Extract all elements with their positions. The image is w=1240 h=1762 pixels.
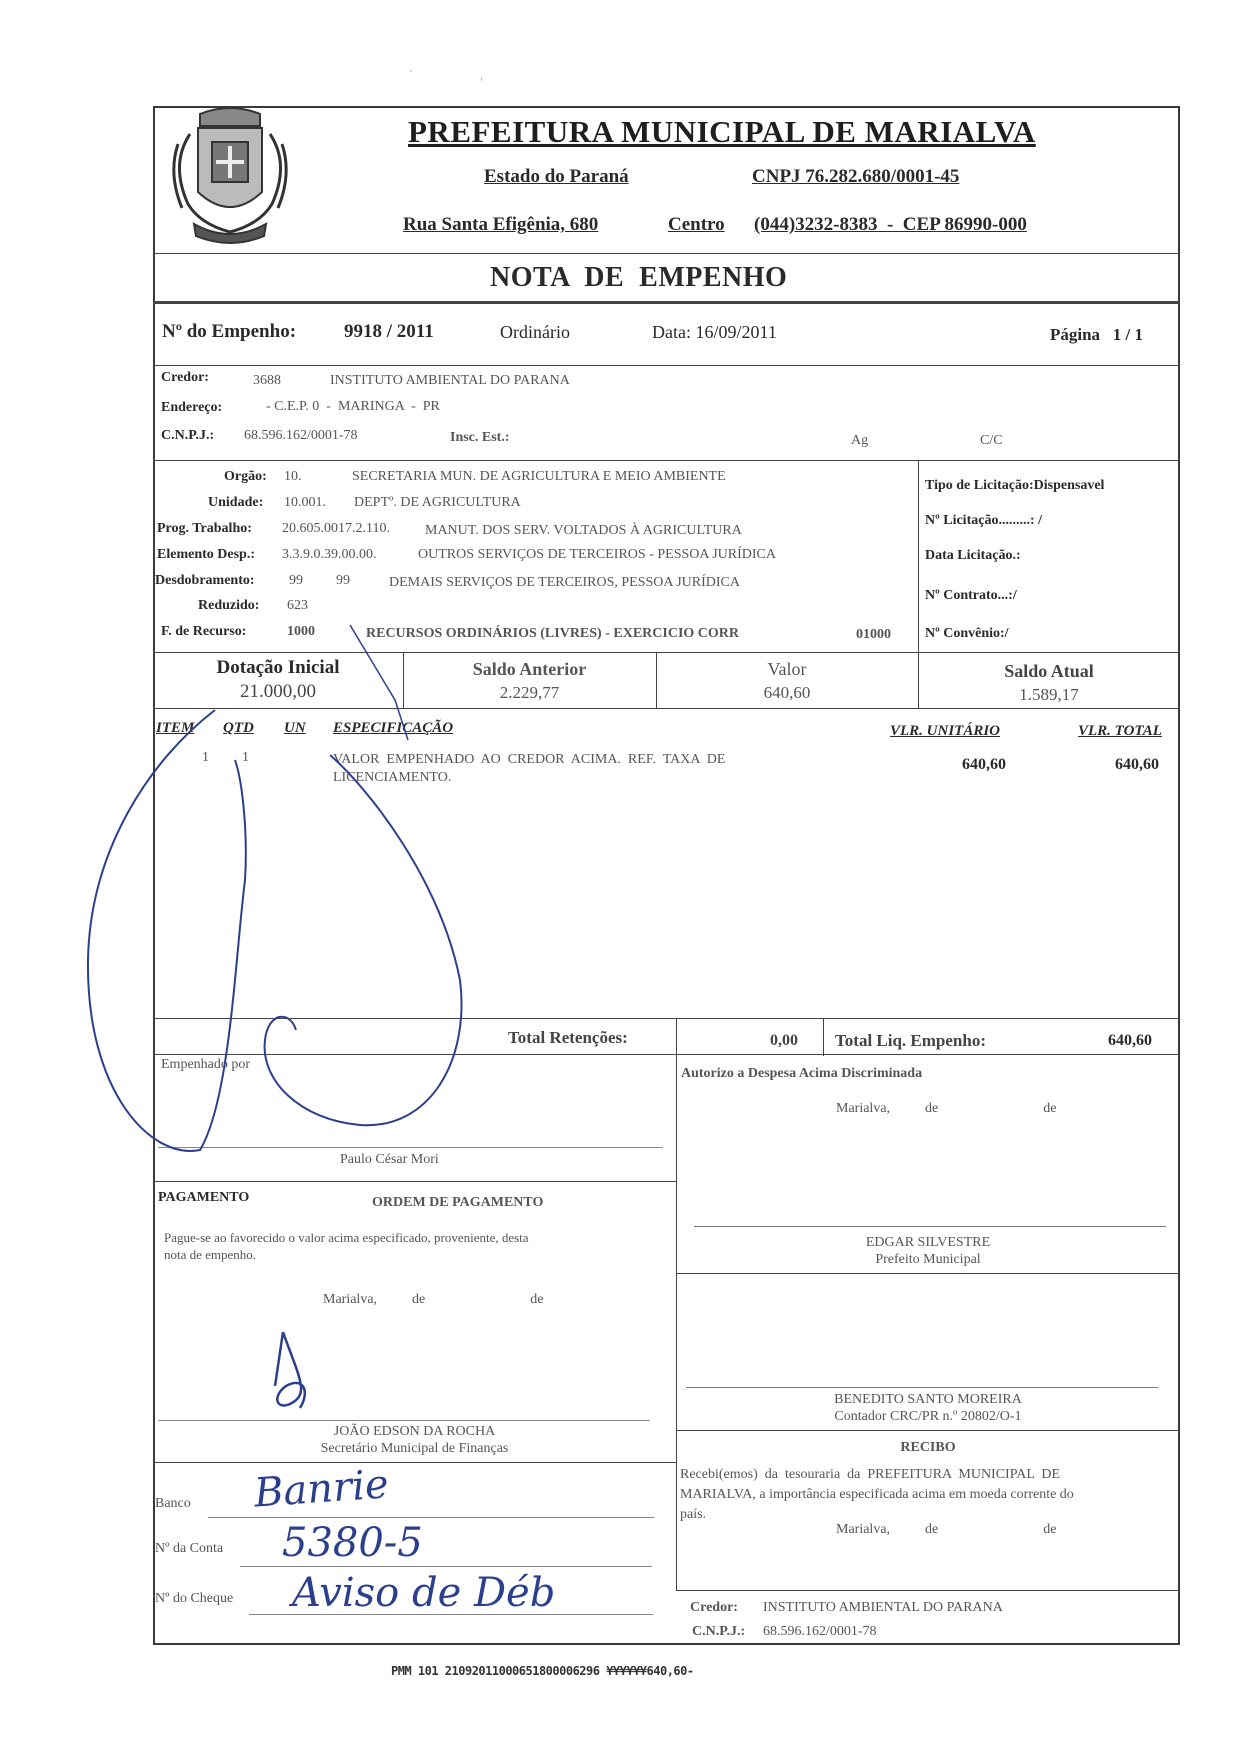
signature-line xyxy=(686,1387,1158,1388)
recibo-credor-label: Credor: xyxy=(690,1600,738,1615)
balance-value-saldo-anterior: 2.229,77 xyxy=(499,683,560,702)
prog-code: 20.605.0017.2.110. xyxy=(282,521,390,536)
credor-label: Credor: xyxy=(161,370,209,385)
item-qtd: 1 xyxy=(242,750,249,765)
unidade-label: Unidade: xyxy=(208,495,264,510)
document-title: NOTA DE EMPENHO xyxy=(490,262,788,293)
divider xyxy=(153,1054,1180,1055)
unidade-code: 10.001. xyxy=(284,495,326,510)
pagamento-text-line1: Pague-se ao favorecido o valor acima especificado, proveniente, desta xyxy=(164,1230,529,1245)
recibo-credor-name: INSTITUTO AMBIENTAL DO PARANA xyxy=(763,1600,1003,1615)
credor-code: 3688 xyxy=(253,373,281,388)
desdobramento-name: DEMAIS SERVIÇOS DE TERCEIROS, PESSOA JURÍDICA xyxy=(389,575,741,590)
recibo-text-line2: MARIALVA, a importância especificada acima em moeda corrente do xyxy=(680,1487,1074,1502)
licitacao-data: Data Licitação.: xyxy=(925,548,1021,563)
col-vlr-unitario: VLR. UNITÁRIO xyxy=(890,723,1001,739)
recurso-suffix: 01000 xyxy=(856,627,891,642)
handwritten-conta: 5380-5 xyxy=(282,1520,423,1566)
pagamento-place-date: Marialva, de de xyxy=(323,1292,544,1307)
desdobramento-code-a: 99 xyxy=(289,573,303,588)
elemento-name: OUTROS SERVIÇOS DE TERCEIROS - PESSOA JURÍDICA xyxy=(418,547,777,562)
secretary-name: JOÃO EDSON DA ROCHA xyxy=(333,1424,496,1439)
cheque-label: Nº do Cheque xyxy=(155,1591,234,1606)
mayor-role: Prefeito Municipal xyxy=(875,1252,981,1267)
balance-label-saldo-atual: Saldo Atual xyxy=(1004,661,1094,681)
prefeitura-cnpj: CNPJ 76.282.680/0001-45 xyxy=(752,166,960,187)
footer-print-code: PMM 101 21092011000651800006296 ¥¥¥¥¥¥640,60- xyxy=(391,1664,694,1678)
prefeitura-title: PREFEITURA MUNICIPAL DE MARIALVA xyxy=(408,114,1036,149)
ordem-pagamento-title: ORDEM DE PAGAMENTO xyxy=(372,1195,544,1210)
desdobramento-code-b: 99 xyxy=(336,573,350,588)
divider xyxy=(153,708,1180,709)
divider xyxy=(676,1273,1180,1274)
elemento-code: 3.3.9.0.39.00.00. xyxy=(282,547,377,562)
divider xyxy=(153,1181,676,1182)
divider xyxy=(676,1430,1180,1431)
coat-of-arms-logo xyxy=(160,104,300,250)
balance-label-saldo-anterior: Saldo Anterior xyxy=(472,659,587,679)
credor-cnpj: 68.596.162/0001-78 xyxy=(244,428,358,443)
handwritten-cheque: Aviso de Déb xyxy=(292,1570,556,1616)
empenho-number: 9918 / 2011 xyxy=(344,321,434,342)
licitacao-tipo: Tipo de Licitação:Dispensavel xyxy=(925,478,1105,493)
balance-label-dotacao: Dotação Inicial xyxy=(216,657,340,678)
field-line xyxy=(208,1517,654,1518)
col-item: ITEM xyxy=(156,720,195,736)
orgao-name: SECRETARIA MUN. DE AGRICULTURA E MEIO AMBIENTE xyxy=(352,469,726,484)
cc-label: C/C xyxy=(980,433,1003,448)
retencoes-label: Total Retenções: xyxy=(508,1028,628,1047)
scan-speck: ' xyxy=(410,68,412,80)
empenho-date: Data: 16/09/2011 xyxy=(652,322,777,342)
liquido-value: 640,60 xyxy=(1108,1032,1152,1049)
balance-value-saldo-atual: 1.589,17 xyxy=(1019,685,1079,704)
item-total-value: 640,60 xyxy=(1115,756,1159,773)
elemento-label: Elemento Desp.: xyxy=(157,547,255,562)
district: Centro xyxy=(668,214,725,235)
divider xyxy=(153,365,1180,366)
item-number: 1 xyxy=(202,750,209,765)
banco-label: Banco xyxy=(155,1496,191,1511)
unidade-name: DEPTº. DE AGRICULTURA xyxy=(354,495,521,510)
address-label: Endereço: xyxy=(161,400,223,415)
recibo-cnpj-label: C.N.P.J.: xyxy=(692,1624,746,1639)
empenho-type: Ordinário xyxy=(500,322,570,342)
reduzido-value: 623 xyxy=(287,598,308,613)
col-especificacao: ESPECIFICAÇÃO xyxy=(333,720,454,736)
divider xyxy=(676,1018,677,1590)
page-number: Página 1 / 1 xyxy=(1050,325,1144,344)
scan-speck: , xyxy=(480,70,483,82)
state-name: Estado do Paraná xyxy=(484,166,629,187)
credor-name: INSTITUTO AMBIENTAL DO PARANA xyxy=(330,373,570,388)
divider xyxy=(153,1018,1180,1019)
empenhado-name: Paulo César Mori xyxy=(340,1152,439,1167)
licitacao-convenio: Nº Convênio:/ xyxy=(925,626,1009,641)
recibo-cnpj-value: 68.596.162/0001-78 xyxy=(763,1624,877,1639)
accountant-name: BENEDITO SANTO MOREIRA xyxy=(834,1392,1022,1407)
recurso-label: F. de Recurso: xyxy=(161,624,247,639)
prog-label: Prog. Trabalho: xyxy=(157,521,252,536)
signature-line xyxy=(158,1147,663,1148)
empenhado-label: Empenhado por xyxy=(161,1057,251,1072)
signature-line xyxy=(158,1420,650,1421)
balance-value-valor: 640,60 xyxy=(763,683,811,702)
recurso-code: 1000 xyxy=(287,624,315,639)
item-spec-line2: LICENCIAMENTO. xyxy=(333,770,452,785)
recibo-text-line3: país. xyxy=(680,1507,707,1522)
credor-address: - C.E.P. 0 - MARINGA - PR xyxy=(266,399,440,414)
accountant-role: Contador CRC/PR n.º 20802/O-1 xyxy=(834,1409,1022,1424)
divider xyxy=(676,1590,1180,1591)
mayor-name: EDGAR SILVESTRE xyxy=(865,1235,991,1250)
empenho-number-label: Nº do Empenho: xyxy=(162,321,297,342)
prog-name: MANUT. DOS SERV. VOLTADOS À AGRICULTURA xyxy=(425,523,742,538)
desdobramento-label: Desdobramento: xyxy=(155,573,255,588)
phone-cep: (044)3232-8383 - CEP 86990-000 xyxy=(754,214,1027,235)
divider xyxy=(918,460,919,652)
recibo-text-line1: Recebi(emos) da tesouraria da PREFEITURA MUNICIPAL DE xyxy=(680,1467,1061,1482)
cnpj-label: C.N.P.J.: xyxy=(161,428,215,443)
orgao-code: 10. xyxy=(284,469,302,484)
reduzido-label: Reduzido: xyxy=(198,598,260,613)
autorizo-place-date: Marialva, de de xyxy=(836,1101,1057,1116)
pagamento-text-line2: nota de empenho. xyxy=(164,1247,257,1262)
recibo-title: RECIBO xyxy=(900,1440,956,1455)
handwritten-banco: Banrie xyxy=(252,1461,391,1517)
divider xyxy=(153,652,1180,653)
item-spec-line1: VALOR EMPENHADO AO CREDOR ACIMA. REF. TAXA DE xyxy=(333,752,726,767)
secretary-role: Secretário Municipal de Finanças xyxy=(320,1441,509,1456)
licitacao-numero: Nº Licitação.........: / xyxy=(925,513,1042,528)
col-qtd: QTD xyxy=(223,720,254,736)
signature-line xyxy=(694,1226,1166,1227)
recibo-place-date: Marialva, de de xyxy=(836,1522,1057,1537)
item-unit-value: 640,60 xyxy=(962,756,1006,773)
field-line xyxy=(240,1566,652,1567)
retencoes-value: 0,00 xyxy=(770,1032,798,1049)
insc-label: Insc. Est.: xyxy=(450,430,510,445)
col-un: UN xyxy=(284,720,306,736)
divider xyxy=(153,253,1180,254)
col-vlr-total: VLR. TOTAL xyxy=(1078,723,1162,739)
balance-value-dotacao: 21.000,00 xyxy=(240,681,316,702)
recurso-name: RECURSOS ORDINÁRIOS (LIVRES) - EXERCICIO CORR xyxy=(366,626,739,641)
ag-label: Ag xyxy=(851,433,869,448)
balance-label-valor: Valor xyxy=(767,659,807,679)
divider xyxy=(153,301,1180,304)
conta-label: Nº da Conta xyxy=(155,1541,224,1556)
divider xyxy=(153,460,1180,461)
street-address: Rua Santa Efigênia, 680 xyxy=(403,214,599,235)
liquido-label: Total Liq. Empenho: xyxy=(835,1031,986,1050)
pagamento-section-title: PAGAMENTO xyxy=(158,1190,250,1205)
orgao-label: Orgão: xyxy=(224,469,267,484)
divider xyxy=(153,1462,676,1463)
divider xyxy=(823,1018,824,1056)
autorizo-label: Autorizo a Despesa Acima Discriminada xyxy=(681,1066,923,1081)
licitacao-contrato: Nº Contrato...:/ xyxy=(925,588,1017,603)
